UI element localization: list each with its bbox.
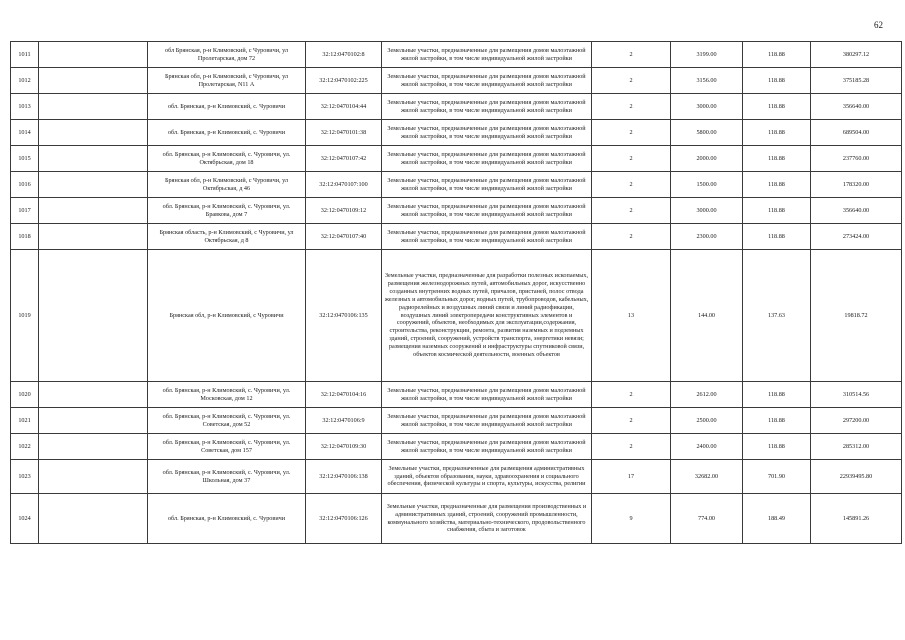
area-cell: 144.00 [671, 250, 743, 382]
spacer-cell [39, 94, 148, 120]
spacer-cell [39, 250, 148, 382]
cadastral-number-cell: 32:12:0470107:40 [306, 224, 382, 250]
table-row [11, 172, 902, 198]
specific-value-cell: 188.49 [743, 494, 811, 544]
address-cell: обл. Брянская, р-н Климовский, с. Чуровичи [148, 94, 306, 120]
spacer-cell [39, 460, 148, 494]
spacer-cell [39, 224, 148, 250]
cadastral-value-cell: 178320.00 [811, 172, 902, 198]
area-cell: 2500.00 [671, 408, 743, 434]
group-cell: 2 [592, 434, 671, 460]
table-row [11, 250, 902, 382]
cadastral-value-cell: 273424.00 [811, 224, 902, 250]
cadastral-value-cell: 19818.72 [811, 250, 902, 382]
table-row [11, 198, 902, 224]
address-cell: Брянская область, р-н Климовский, с Чуровичи, ул Октябрьская, д 8 [148, 224, 306, 250]
cadastral-number-cell: 32:12:0470107:42 [306, 146, 382, 172]
group-cell: 2 [592, 94, 671, 120]
address-cell: Брянская обл, р-н Климовский, с Чуровичи [148, 250, 306, 382]
specific-value-cell: 118.88 [743, 434, 811, 460]
row-number-cell: 1011 [11, 42, 39, 68]
table-row [11, 460, 902, 494]
spacer-cell [39, 146, 148, 172]
row-number-cell: 1024 [11, 494, 39, 544]
specific-value-cell: 118.88 [743, 382, 811, 408]
table-row [11, 120, 902, 146]
area-cell: 3000.00 [671, 198, 743, 224]
table-row [11, 224, 902, 250]
group-cell: 2 [592, 224, 671, 250]
group-cell: 13 [592, 250, 671, 382]
address-cell: обл. Брянская, р-н Климовский, с. Чуровичи [148, 120, 306, 146]
cadastral-number-cell: 32:12:0470106:126 [306, 494, 382, 544]
table-row [11, 434, 902, 460]
row-number-cell: 1013 [11, 94, 39, 120]
group-cell: 2 [592, 382, 671, 408]
spacer-cell [39, 68, 148, 94]
group-cell: 2 [592, 68, 671, 94]
area-cell: 3199.00 [671, 42, 743, 68]
land-use-cell: Земельные участки, предназначенные для размещения домов малоэтажной жилой застройки, в том числе индивидуальной жилой застройки [382, 434, 592, 460]
group-cell: 2 [592, 172, 671, 198]
group-cell: 17 [592, 460, 671, 494]
cadastral-number-cell: 32:12:0470106:9 [306, 408, 382, 434]
specific-value-cell: 118.88 [743, 68, 811, 94]
table-row [11, 382, 902, 408]
row-number-cell: 1017 [11, 198, 39, 224]
land-use-cell: Земельные участки, предназначенные для размещения домов малоэтажной жилой застройки, в том числе индивидуальной жилой застройки [382, 120, 592, 146]
cadastral-number-cell: 32:12:0470109:12 [306, 198, 382, 224]
specific-value-cell: 701.90 [743, 460, 811, 494]
row-number-cell: 1022 [11, 434, 39, 460]
specific-value-cell: 137.63 [743, 250, 811, 382]
area-cell: 32682.00 [671, 460, 743, 494]
table-row [11, 494, 902, 544]
address-cell: обл. Брянская, р-н Климовский, с. Чуровичи, ул. Советская, дом 157 [148, 434, 306, 460]
row-number-cell: 1021 [11, 408, 39, 434]
land-use-cell: Земельные участки, предназначенные для размещения домов малоэтажной жилой застройки, в том числе индивидуальной жилой застройки [382, 172, 592, 198]
cadastral-number-cell: 32:12:0470106:138 [306, 460, 382, 494]
row-number-cell: 1016 [11, 172, 39, 198]
area-cell: 2400.00 [671, 434, 743, 460]
land-use-cell: Земельные участки, предназначенные для размещения домов малоэтажной жилой застройки, в том числе индивидуальной жилой застройки [382, 68, 592, 94]
cadastral-value-cell: 285312.00 [811, 434, 902, 460]
land-use-cell: Земельные участки, предназначенные для размещения домов малоэтажной жилой застройки, в том числе индивидуальной жилой застройки [382, 42, 592, 68]
land-use-cell: Земельные участки, предназначенные для размещения домов малоэтажной жилой застройки, в том числе индивидуальной жилой застройки [382, 382, 592, 408]
spacer-cell [39, 382, 148, 408]
cadastral-value-cell: 237760.00 [811, 146, 902, 172]
land-use-cell: Земельные участки, предназначенные для размещения производственных и административных зданий, строений, сооружений промышленности, коммунального хозяйства, материально-технического, продовольственного снабжения, сбыта и заготовок [382, 494, 592, 544]
row-number-cell: 1015 [11, 146, 39, 172]
cadastral-value-cell: 145891.26 [811, 494, 902, 544]
row-number-cell: 1012 [11, 68, 39, 94]
cadastral-value-cell: 297200.00 [811, 408, 902, 434]
row-number-cell: 1018 [11, 224, 39, 250]
cadastral-number-cell: 32:12:0470101:38 [306, 120, 382, 146]
table-body [11, 42, 902, 544]
row-number-cell: 1014 [11, 120, 39, 146]
cadastral-value-cell: 310514.56 [811, 382, 902, 408]
row-number-cell: 1019 [11, 250, 39, 382]
address-cell: обл. Брянская, р-н Климовский, с. Чуровичи, ул. Бравкова, дом 7 [148, 198, 306, 224]
specific-value-cell: 118.88 [743, 146, 811, 172]
specific-value-cell: 118.88 [743, 172, 811, 198]
cadastral-number-cell: 32:12:0470109:30 [306, 434, 382, 460]
land-use-cell: Земельные участки, предназначенные для разработки полезных ископаемых, размещения железнодорожных путей, автомобильных дорог, искусственно созданных внутренних водных путей, причалов, пристаней, полос отвода железных и автомобильных дорог, водных путей, трубопроводов, кабельных, радиорелейных и воздушных линий связи и линий радиофикации, воздушных линий электропередачи конструктивных элементов и сооружений, объектов, необходимых для эксплуатации,содержания, строительства, реконструкции, ремонта, развития наземных и подземных зданий, строений, сооружений, устройств транспорта, энергетики невязи; размещения наземных сооружений и инфраструктуры спутниковой связи, объектов космической деятельности, военных объектов [382, 250, 592, 382]
area-cell: 774.00 [671, 494, 743, 544]
group-cell: 2 [592, 42, 671, 68]
cadastral-value-cell: 356640.00 [811, 94, 902, 120]
land-use-cell: Земельные участки, предназначенные для размещения домов малоэтажной жилой застройки, в том числе индивидуальной жилой застройки [382, 198, 592, 224]
row-number-cell: 1020 [11, 382, 39, 408]
specific-value-cell: 118.88 [743, 198, 811, 224]
area-cell: 1500.00 [671, 172, 743, 198]
address-cell: обл. Брянская, р-н Климовский, с. Чуровичи [148, 494, 306, 544]
cadastral-value-table [10, 41, 902, 544]
cadastral-number-cell: 32:12:0470107:100 [306, 172, 382, 198]
cadastral-value-cell: 22939495.80 [811, 460, 902, 494]
address-cell: обл. Брянская, р-н Климовский, с. Чуровичи, ул. Октябрьская, дом 18 [148, 146, 306, 172]
specific-value-cell: 118.88 [743, 224, 811, 250]
cadastral-value-cell: 380297.12 [811, 42, 902, 68]
cadastral-number-cell: 32:12:0470104:44 [306, 94, 382, 120]
cadastral-value-cell: 356640.00 [811, 198, 902, 224]
spacer-cell [39, 494, 148, 544]
spacer-cell [39, 42, 148, 68]
area-cell: 2612.00 [671, 382, 743, 408]
area-cell: 2300.00 [671, 224, 743, 250]
specific-value-cell: 118.88 [743, 408, 811, 434]
row-number-cell: 1023 [11, 460, 39, 494]
address-cell: Брянская обл, р-н Климовский, с Чуровичи, ул Пролетарская, N11 А [148, 68, 306, 94]
cadastral-number-cell: 32:12:0470104:16 [306, 382, 382, 408]
cadastral-number-cell: 32:12:0470102:8 [306, 42, 382, 68]
group-cell: 2 [592, 120, 671, 146]
land-use-cell: Земельные участки, предназначенные для размещения административных зданий, объектов образования, науки, здравоохранения и социального обеспечения, физической культуры и спорта, культуры, искусства, религии [382, 460, 592, 494]
spacer-cell [39, 198, 148, 224]
address-cell: обл. Брянская, р-н Климовский, с. Чуровичи, ул. Школьная, дом 37 [148, 460, 306, 494]
address-cell: обл. Брянская, р-н Климовский, с. Чуровичи, ул. Московская, дом 12 [148, 382, 306, 408]
table-row [11, 68, 902, 94]
group-cell: 9 [592, 494, 671, 544]
spacer-cell [39, 172, 148, 198]
group-cell: 2 [592, 408, 671, 434]
table-row [11, 146, 902, 172]
land-use-cell: Земельные участки, предназначенные для размещения домов малоэтажной жилой застройки, в том числе индивидуальной жилой застройки [382, 146, 592, 172]
spacer-cell [39, 408, 148, 434]
land-use-cell: Земельные участки, предназначенные для размещения домов малоэтажной жилой застройки, в том числе индивидуальной жилой застройки [382, 224, 592, 250]
cadastral-value-cell: 689504.00 [811, 120, 902, 146]
land-use-cell: Земельные участки, предназначенные для размещения домов малоэтажной жилой застройки, в том числе индивидуальной жилой застройки [382, 94, 592, 120]
address-cell: Брянская обл, р-н Климовский, с Чуровичи, ул Октябрьская, д 46 [148, 172, 306, 198]
group-cell: 2 [592, 198, 671, 224]
address-cell: обл. Брянская, р-н Климовский, с. Чуровичи, ул. Советская, дом 52 [148, 408, 306, 434]
table-row [11, 42, 902, 68]
land-use-cell: Земельные участки, предназначенные для размещения домов малоэтажной жилой застройки, в том числе индивидуальной жилой застройки [382, 408, 592, 434]
page-number: 62 [874, 20, 883, 30]
spacer-cell [39, 434, 148, 460]
cadastral-number-cell: 32:12:0470102:225 [306, 68, 382, 94]
cadastral-number-cell: 32:12:0470106:135 [306, 250, 382, 382]
specific-value-cell: 118.88 [743, 42, 811, 68]
area-cell: 3156.00 [671, 68, 743, 94]
table-row [11, 408, 902, 434]
specific-value-cell: 118.88 [743, 120, 811, 146]
table-row [11, 94, 902, 120]
area-cell: 3000.00 [671, 94, 743, 120]
group-cell: 2 [592, 146, 671, 172]
cadastral-value-cell: 375185.28 [811, 68, 902, 94]
area-cell: 5800.00 [671, 120, 743, 146]
spacer-cell [39, 120, 148, 146]
address-cell: обл Брянская, р-н Климовский, с Чуровичи, ул Пролетарская, дом 72 [148, 42, 306, 68]
specific-value-cell: 118.88 [743, 94, 811, 120]
area-cell: 2000.00 [671, 146, 743, 172]
